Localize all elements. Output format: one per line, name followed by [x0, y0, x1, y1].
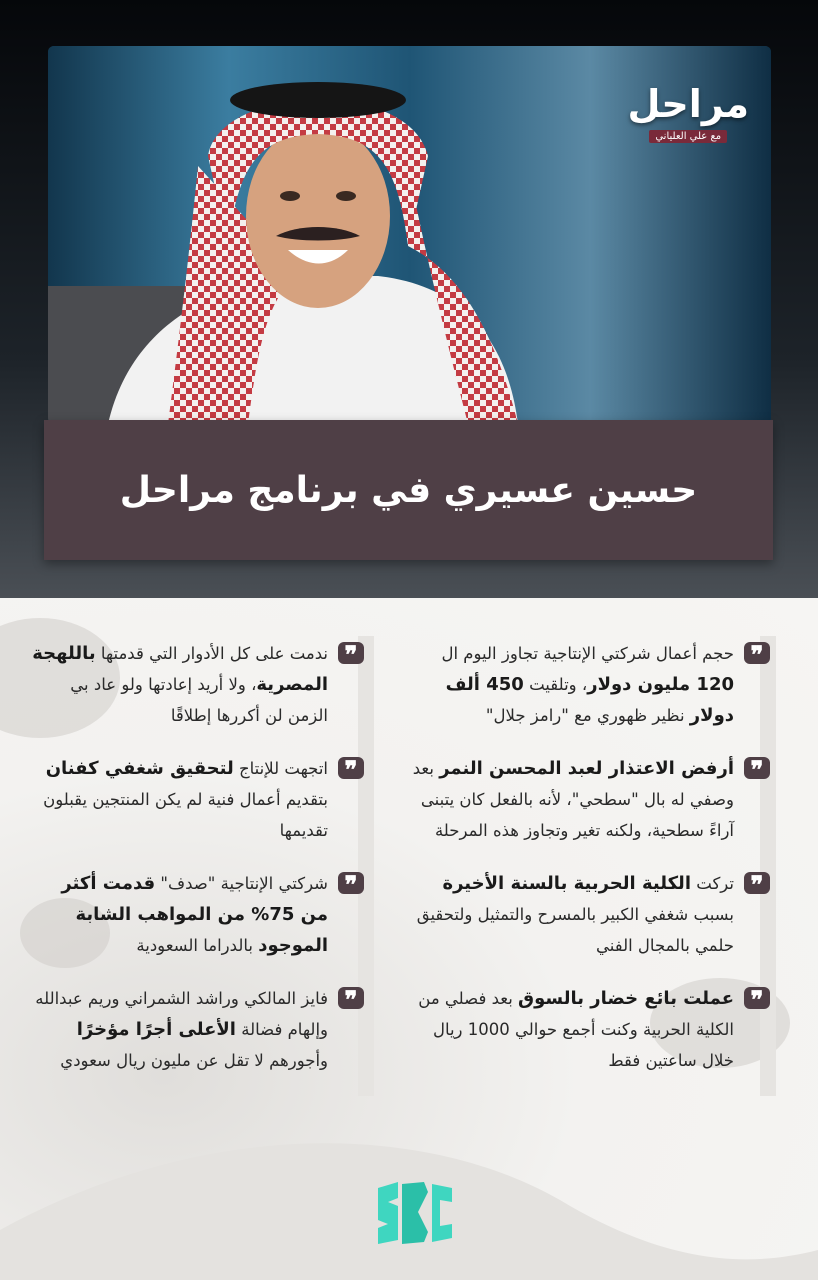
quote-text [412, 638, 734, 731]
quote-icon: ❞ [744, 872, 770, 894]
quote-item [30, 638, 376, 731]
quote-item [30, 753, 376, 846]
quote-segment: بسبب شغفي الكبير بالمسرح والتمثيل ولتحقيق حلمي بالمجال الفني [416, 905, 734, 955]
quote-icon: ❞ [338, 642, 364, 664]
quote-segment: اتجهت للإنتاج [233, 759, 328, 778]
show-logo-text: مراحل [627, 82, 749, 126]
show-logo [628, 84, 750, 143]
quote-item [412, 753, 782, 846]
quote-highlight: الأعلى أجرًا مؤخرًا [76, 1019, 236, 1040]
quote-segment: بالدراما السعودية [136, 936, 259, 955]
quote-segment: شركتي الإنتاجية "صدف" [155, 874, 328, 893]
quote-segment: نظير ظهوري مع "رامز جلال" [485, 706, 690, 725]
quote-segment: فايز المالكي وراشد الشمراني وريم عبدالله وإلهام فضالة [35, 989, 328, 1039]
quote-segment: ، ولا أريد إعادتها ولو عاد بي الزمن لن أكررها إطلاقًا [70, 675, 328, 725]
quote-highlight: عملت بائع خضار بالسوق [518, 988, 734, 1009]
quote-segment: حجم أعمال شركتي الإنتاجية تجاوز اليوم ال [441, 644, 734, 663]
quote-icon: ❞ [338, 987, 364, 1009]
quote-text [30, 868, 328, 961]
quote-segment: وأجورهم لا تقل عن مليون ريال سعودي [60, 1051, 328, 1070]
show-logo-subtitle: مع علي العلياني [649, 130, 727, 143]
quote-segment: بتقديم أعمال فنية لم يكن المنتجين يقبلون تقديمها [43, 790, 328, 840]
quote-item [30, 983, 376, 1076]
quote-segment: ندمت على كل الأدوار التي قدمتها [95, 644, 328, 663]
quote-icon: ❞ [338, 757, 364, 779]
quote-highlight: لتحقيق شغفي كفنان [45, 758, 234, 779]
page-title: حسين عسيري في برنامج مراحل [119, 469, 698, 511]
quote-highlight: أرفض الاعتذار لعبد المحسن النمر [439, 758, 734, 779]
title-banner [44, 420, 773, 560]
quote-icon: ❞ [338, 872, 364, 894]
quote-text [30, 983, 328, 1076]
quote-highlight: 120 مليون دولار [587, 674, 734, 695]
quote-icon: ❞ [744, 987, 770, 1009]
quote-text [30, 753, 328, 846]
sbc-logo-icon [374, 1178, 454, 1248]
quote-segment: ، وتلقيت [523, 675, 588, 694]
quote-item [412, 868, 782, 961]
quote-segment: تركت [691, 874, 734, 893]
quote-segment: بعد فصلي من الكلية الحربية وكنت أجمع حوالي 1000 ريال خلال ساعتين فقط [418, 989, 734, 1070]
quote-text [30, 638, 328, 731]
quote-icon: ❞ [744, 642, 770, 664]
quote-highlight: 450 ألف دولار [445, 674, 734, 726]
quote-segment: بعد وصفي له بال "سطحي"، لأنه بالفعل كان يتبنى آراءً سطحية، ولكنه تغير وتجاوز هذه المرحلة [412, 759, 734, 840]
quote-highlight: باللهجة المصرية [32, 643, 328, 695]
quotes-left-column [30, 638, 376, 1076]
quote-highlight: قدمت أكثر من 75% من المواهب الشابة الموجود [61, 873, 328, 956]
quote-highlight: الكلية الحربية بالسنة الأخيرة [442, 873, 691, 894]
quote-item [412, 638, 782, 731]
quote-text [412, 983, 734, 1076]
quote-icon: ❞ [744, 757, 770, 779]
header-section [0, 0, 818, 598]
guest-photo [48, 46, 771, 424]
quote-item [412, 983, 782, 1076]
quote-text [412, 868, 734, 961]
quote-item [30, 868, 376, 961]
quotes-right-column [412, 638, 782, 1076]
quote-text [412, 753, 734, 846]
